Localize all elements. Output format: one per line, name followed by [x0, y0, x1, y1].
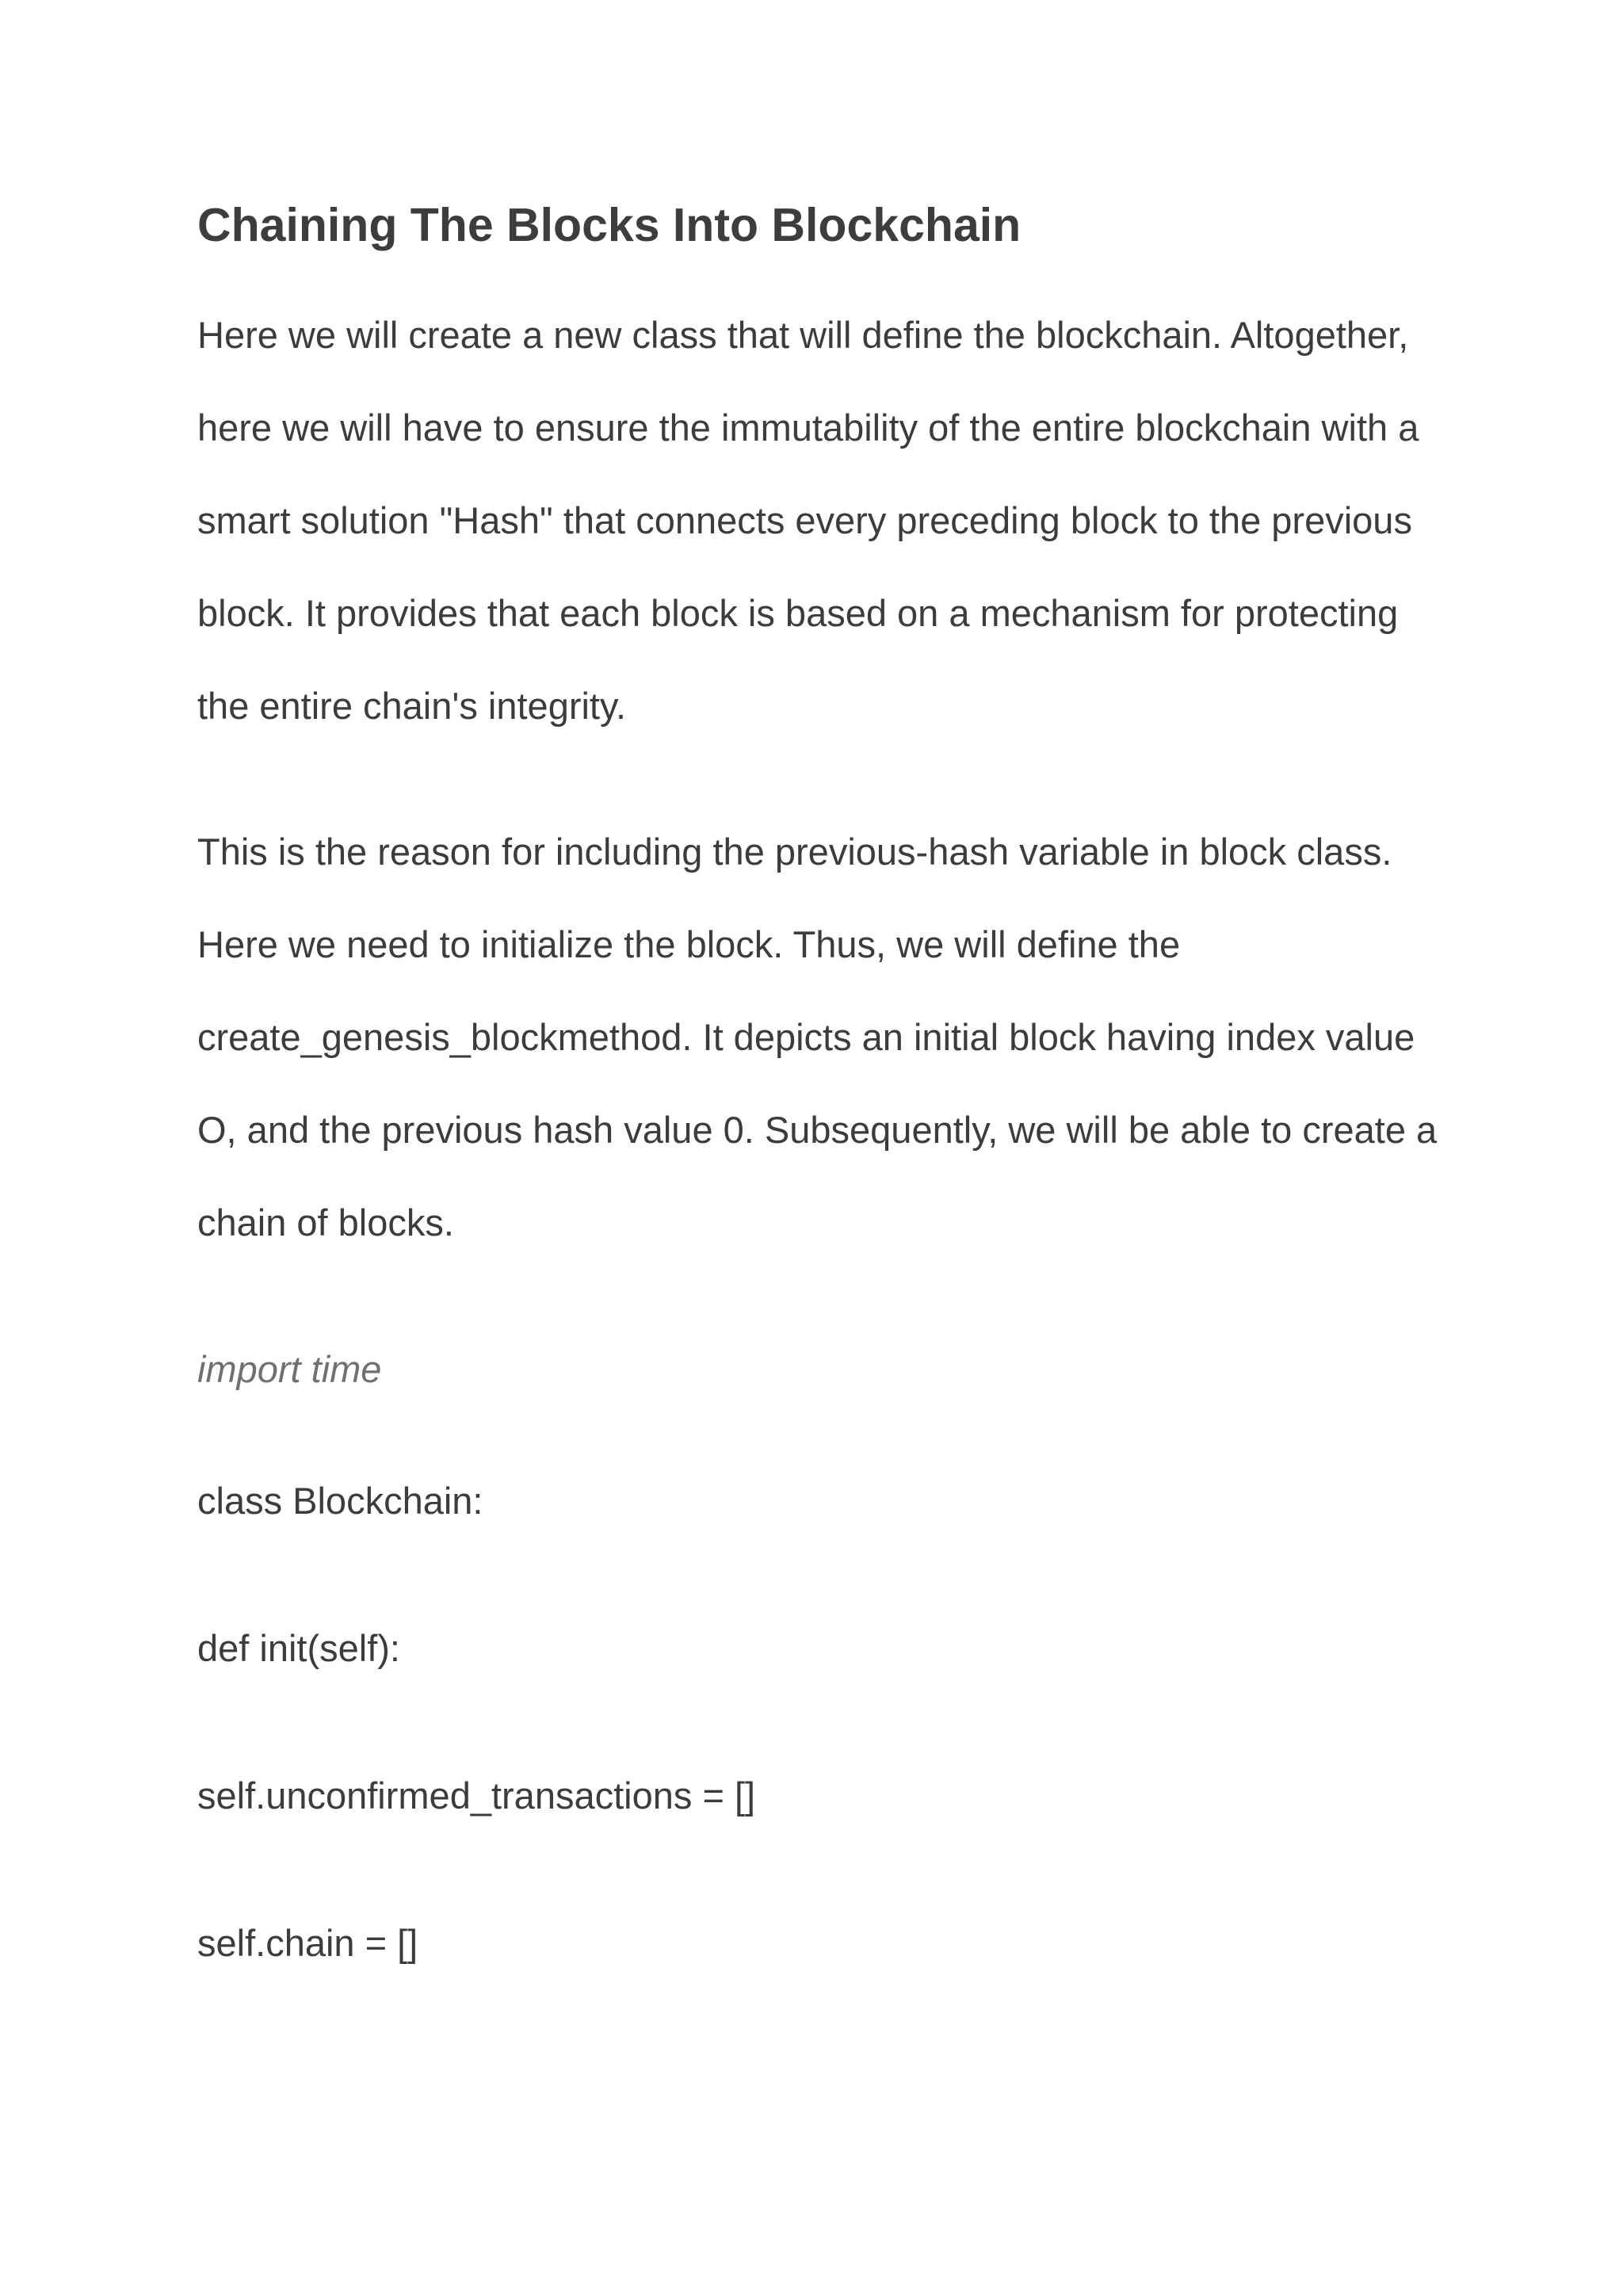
code-line-chain: self.chain = [] [197, 1922, 418, 1964]
paragraph-line: This is the reason for including the previous-hash variable in block class. [197, 831, 1392, 873]
code-line-import: import time [197, 1348, 382, 1390]
paragraph-line: here we will have to ensure the immutability of the entire blockchain with a [197, 407, 1419, 449]
paragraph-line: the entire chain's integrity. [197, 685, 627, 727]
paragraph-intro [197, 288, 1419, 752]
code-line-def-init: def init(self): [197, 1627, 400, 1669]
code-line-class: class Blockchain: [197, 1480, 483, 1522]
code-line-unconfirmed-transactions: self.unconfirmed_transactions = [] [197, 1775, 756, 1817]
paragraph-line: smart solution "Hash" that connects every preceding block to the previous [197, 499, 1412, 541]
paragraph-genesis [197, 805, 1437, 1269]
paragraph-line: Here we will create a new class that will define the blockchain. Altogether, [197, 314, 1409, 356]
paragraph-line: O, and the previous hash value 0. Subsequently, we will be able to create a [197, 1109, 1438, 1151]
paragraph-line: create_genesis_blockmethod. It depicts an initial block having index value [197, 1016, 1415, 1058]
paragraph-line: chain of blocks. [197, 1201, 454, 1244]
paragraph-line: block. It provides that each block is based on a mechanism for protecting [197, 592, 1399, 634]
section-heading: Chaining The Blocks Into Blockchain [197, 199, 1022, 251]
paragraph-line: Here we need to initialize the block. Thus, we will define the [197, 923, 1181, 965]
